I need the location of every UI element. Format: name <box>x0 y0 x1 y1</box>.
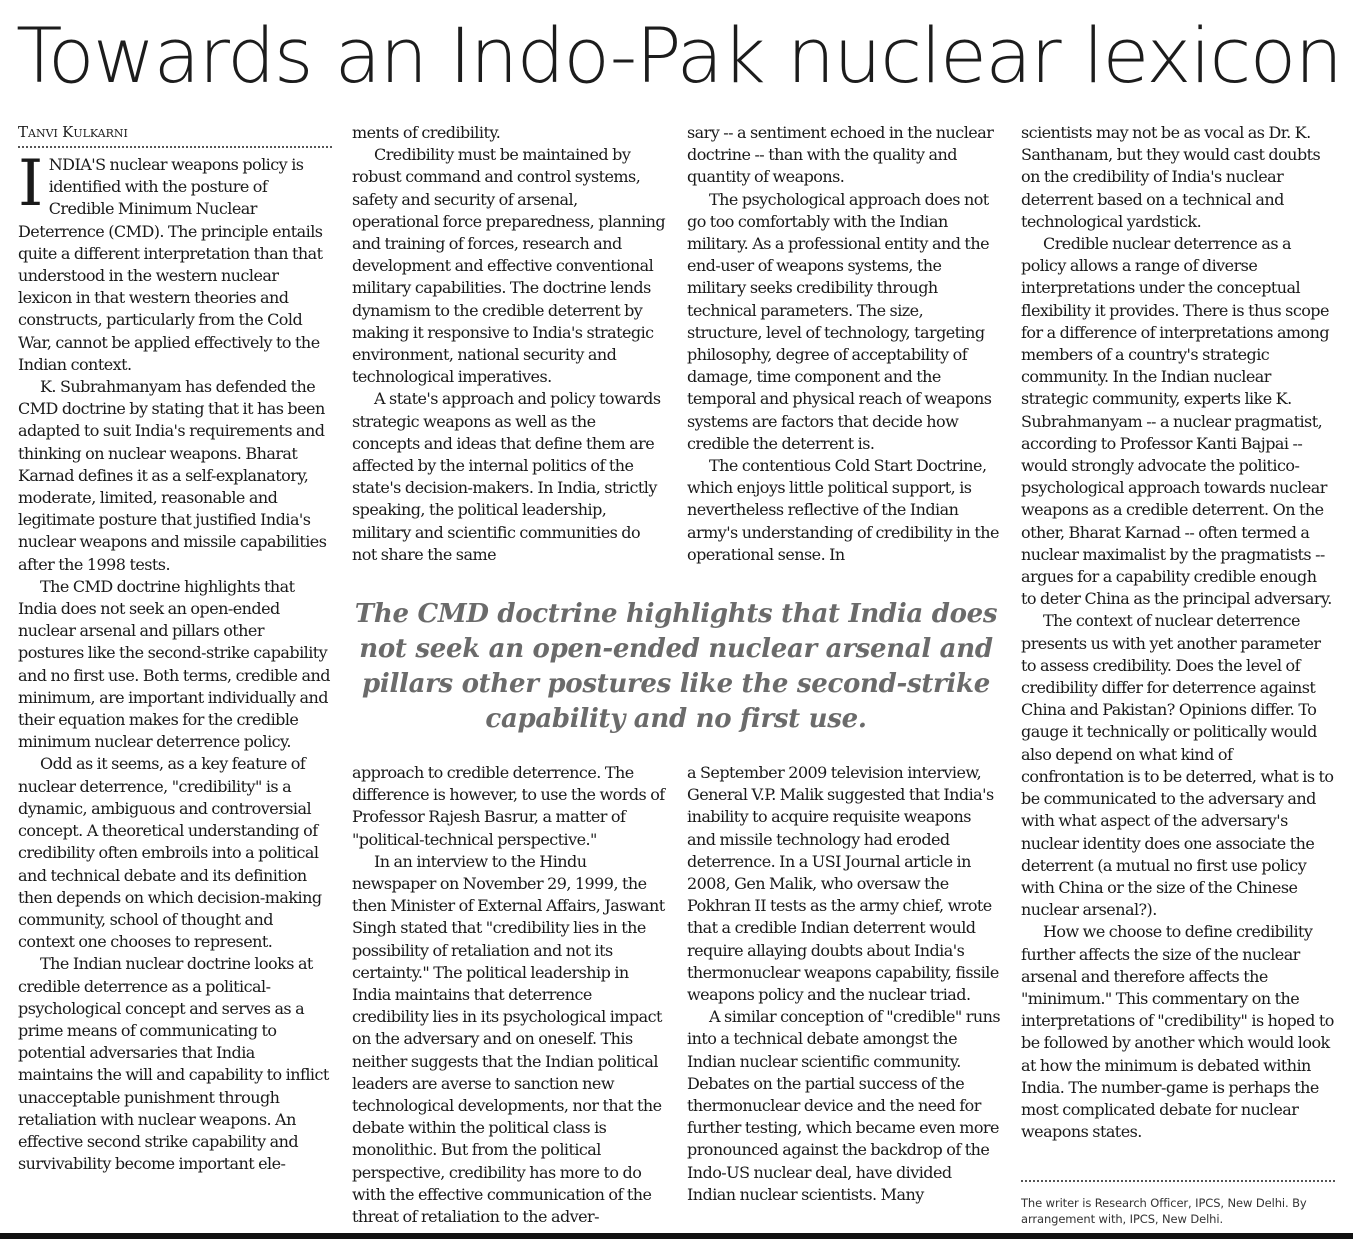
pull-quote: The CMD doctrine highlights that India does not seek an open-ended nuclear arsenal and pillars other postures like the second-strike capability and no first use. <box>354 599 998 734</box>
paragraph: Credible nuclear deterrence as a policy allows a range of diverse interpretations under the conceptual flexibility it provides. There is thus scope for a difference of interpretations among members of a country's strategic community. In the Indian nuclear strategic community, experts like K. Subrahmanyam -- a nuclear pragmatist, according to Professor Kanti Bajpai -- would strongly advocate the politico-psychological approach towards nuclear weapons as a credible deterrent. On the other, Bharat Karnad -- often termed a nuclear maximalist by the pragmatists -- argues for a capability credible enough to deter China as the principal adversary. <box>1021 234 1332 609</box>
paragraph: ments of credibility. <box>352 123 501 142</box>
byline: Tanvi Kulkarni <box>18 122 332 148</box>
paragraph: A state's approach and policy towards strategic weapons as well as the concepts and ideas that define them are affected by the internal politics of the state's decision-makers. In India, strictly speaking, the political leadership, military and scientific communities do not share the same <box>352 389 661 564</box>
column-2-top <box>352 122 666 568</box>
paragraph: The contentious Cold Start Doctrine, which enjoys little political support, is nevertheless reflective of the Indian army's understanding of credibility in the operational sense. In <box>687 456 999 564</box>
paragraph: The Indian nuclear doctrine looks at credible deterrence as a political-psychological concept and serves as a prime means of communicating to potential adversaries that India maintains the will and capability to inflict unacceptable punishment through retaliation with nuclear weapons. An effective second strike capability and survivability become important ele- <box>18 954 329 1174</box>
paragraph: scientists may not be as vocal as Dr. K. Santhanam, but they would cast doubts on the credibility of India's nuclear deterrent based on a technical and technological yardstick. <box>1021 123 1321 231</box>
drop-cap: I <box>18 147 43 221</box>
paragraph: Odd as it seems, as a key feature of nuclear deterrence, "credibility" is a dynamic, ambiguous and controversial concept. A theoretical understanding of credibility often embroils into a political and technical debate and its definition then depends on which decision-making community, school of thought and context one chooses to represent. <box>18 754 322 952</box>
paragraph: The psychological approach does not go too comfortably with the Indian military. As a professional entity and the end-user of weapons systems, the military seeks credibility through technical parameters. The size, structure, level of technology, targeting philosophy, degree of acceptability of damage, time component and the temporal and physical reach of weapons systems are factors that decide how credible the deterrent is. <box>687 189 992 453</box>
paragraph: The CMD doctrine highlights that India does not seek an open-ended nuclear arsenal and pillars other postures like the second-strike capability and no first use. Both terms, credible and minimum, are important individually and their equation makes for the credible minimum nuclear deterrence policy. <box>18 576 330 752</box>
paragraph: K. Subrahmanyam has defended the CMD doctrine by stating that it has been adapted to suit India's requirements and thinking on nuclear weapons. Bharat Karnad defines it as a self-explanatory, moderate, limited, reasonable and legitimate posture that justified India's nuclear weapons and missile capabilities after the 1998 tests. <box>18 377 327 574</box>
paragraph: The context of nuclear deterrence presents us with yet another parameter to assess credibility. Does the level of credibility differ for deterrence against China and Pakistan? Opinions differ. To gauge it technically or politically would also depend on what kind of confrontation is to be deterred, what is to be communicated to the adversary and with what aspect of the adversary's nuclear identity does one associate the deterrent (a mutual no first use policy with China or the size of the Chinese nuclear arsenal?). <box>1021 611 1334 920</box>
column-2-bottom <box>352 762 666 1232</box>
footnote-divider <box>1021 1180 1335 1182</box>
paragraph-text: NDIA'S nuclear weapons policy is identified with the posture of Credible Minimum Nuclear Deterrence (CMD). The principle entails quite a different interpretation than that understood in the western nuclear lexicon in that western theories and constructs, particularly from the Cold War, cannot be applied effectively to the Indian context. <box>18 155 323 374</box>
column-4 <box>1021 122 1335 1176</box>
column-1 <box>18 122 332 1232</box>
headline: Towards an Indo-Pak nuclear lexicon <box>16 11 1342 100</box>
paragraph: A similar conception of "credible" runs into a technical debate amongst the Indian nuclear scientific community. Debates on the partial success of the thermonuclear device and the need for further testing, which became even more pronounced against the backdrop of the Indo-US nuclear deal, have divided Indian nuclear scientists. Many <box>687 1007 1001 1204</box>
paragraph: How we choose to define credibility further affects the size of the nuclear arsenal and therefore affects the "minimum." This commentary on the interpretations of "credibility" is hoped to be followed by another which would look at how the minimum is debated within India. The number-game is perhaps the most complicated debate for nuclear weapons states. <box>1021 922 1334 1142</box>
column-3-top <box>687 122 1001 568</box>
paragraph: In an interview to the Hindu newspaper on November 29, 1999, the then Minister of External Affairs, Jaswant Singh stated that "credibility lies in the possibility of retaliation and not its certainty." The political leadership in India maintains that deterrence credibility lies in its psychological impact on the adversary and on oneself. This neither suggests that the Indian political leaders are averse to sanction new technological developments, nor that the debate within the political class is monolithic. But from the political perspective, credibility has more to do with the effective communication of the threat of retaliation to the adver- <box>352 851 665 1227</box>
paragraph: sary -- a sentiment echoed in the nuclear doctrine -- than with the quality and quantity of weapons. <box>687 123 994 187</box>
paragraph: approach to credible deterrence. The difference is however, to use the words of Professor Rajesh Basrur, a matter of "political-technical perspective." <box>352 763 665 849</box>
bottom-border <box>0 1233 1353 1239</box>
column-3-bottom <box>687 762 1001 1232</box>
paragraph: Credibility must be maintained by robust command and control systems, safety and security of arsenal, operational force preparedness, planning and training of forces, research and development and effective conventional military capabilities. The doctrine lends dynamism to the credible deterrent by making it responsive to India's strategic environment, national security and technological imperatives. <box>352 145 666 387</box>
author-footnote: The writer is Research Officer, IPCS, New Delhi. By arrangement with, IPCS, New Delhi. <box>1021 1196 1307 1226</box>
paragraph <box>18 147 332 376</box>
paragraph: a September 2009 television interview, General V.P. Malik suggested that India's inability to acquire requisite weapons and missile technology had eroded deterrence. In a USI Journal article in 2008, Gen Malik, who oversaw the Pokhran II tests as the army chief, wrote that a credible Indian deterrent would require allaying doubts about India's thermonuclear weapons capability, fissile weapons policy and the nuclear triad. <box>687 763 999 1005</box>
